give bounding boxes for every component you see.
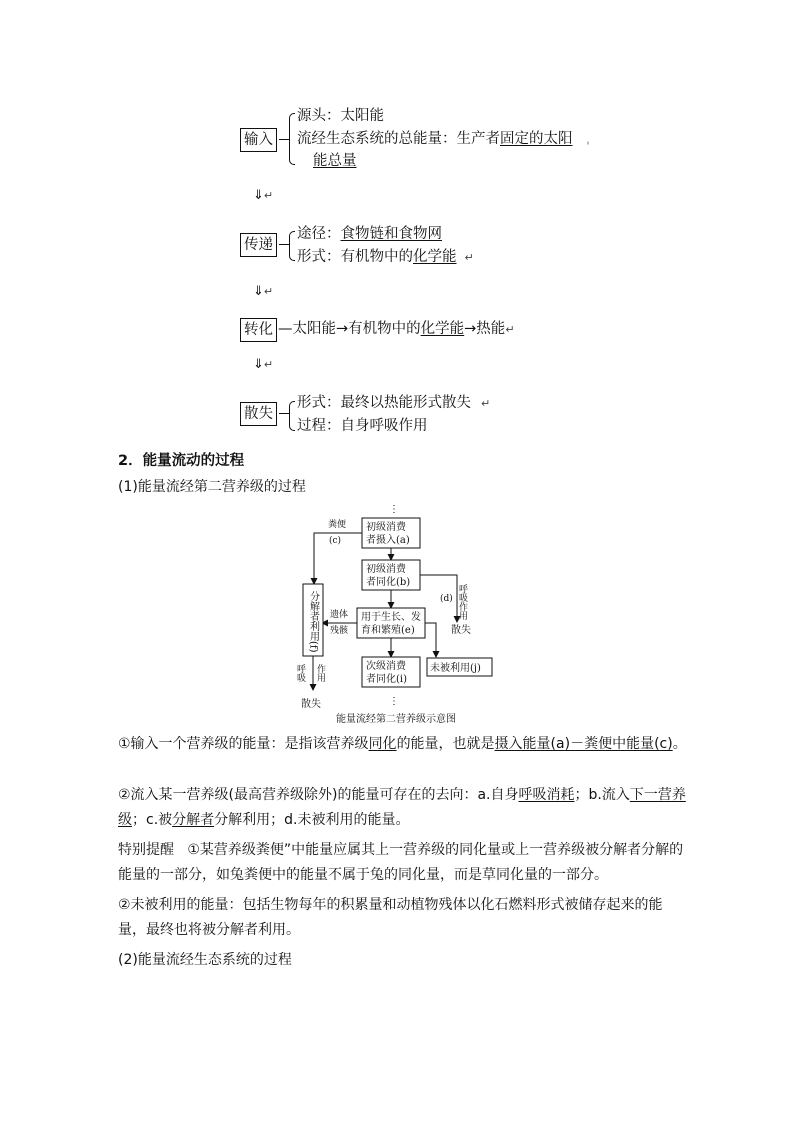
ellipsis-bottom: ⋮ — [389, 696, 399, 707]
subheading-1: (1)能量流经第二营养级的过程 — [118, 479, 306, 495]
tip-label: 特别提醒 — [118, 842, 174, 858]
next-label-2: 者同化(i) — [366, 674, 408, 685]
decomposer-label: 分解者利用(f) — [307, 591, 319, 653]
intake-label-1: 初级消费 — [366, 522, 406, 533]
brace — [289, 231, 295, 261]
remains-label-1: 遗体 — [330, 610, 349, 620]
input-total: 流经生态系统的总能量：生产者固定的太阳 ˌ — [297, 131, 590, 147]
input-box: 输入 — [240, 128, 277, 152]
feces-label-2: (c) — [329, 536, 342, 546]
input-source: 源头：太阳能 — [297, 108, 384, 124]
input-total-cont: 能总量 — [313, 153, 357, 169]
resp-d-label: (d) — [440, 594, 453, 604]
dissipate-process: 过程：自身呼吸作用 — [297, 418, 428, 434]
down-arrow: ⇓↵ — [253, 284, 274, 299]
down-arrow: ⇓↵ — [253, 357, 274, 372]
paragraph-1: ①输入一个营养级的能量：是指该营养级同化的能量，也就是摄入能量(a)－粪便中能量(c)。 — [118, 736, 687, 752]
down-arrow: ⇓↵ — [253, 188, 274, 203]
decomp-resp-a: 呼吸 — [295, 664, 305, 682]
dissipate-bottom: 散失 — [301, 699, 321, 710]
paragraph-2: ②流入某一营养级(最高营养级除外)的能量可存在的去向：a.自身呼吸消耗；b.流入下一营养级；c.被分解者分解利用；d.未被利用的能量。 — [118, 787, 686, 828]
dissipate-box: 散失 — [240, 402, 277, 426]
connector-line — [279, 244, 289, 245]
assim-label-1: 初级消费 — [366, 564, 406, 575]
dissipate-form: 形式：最终以热能形式散失 ↵ — [297, 395, 491, 411]
tip-1: ①某营养级粪便”中能量应属其上一营养级的同化量或上一营养级被分解者分解的能量的一部分，如兔粪便中的能量不属于兔的同化量，而是草同化量的一部分。 — [118, 842, 684, 883]
special-tip — [118, 838, 688, 888]
tip-2: ②未被利用的能量：包括生物每年的积累量和动植物残体以化石燃料形式被储存起来的能量，最终也将被分解者利用。 — [118, 897, 663, 938]
next-label-1: 次级消费 — [366, 661, 406, 672]
resp-label-v: 呼吸作用 — [457, 584, 467, 620]
feces-label-1: 粪便 — [328, 520, 347, 530]
assim-label-2: 者同化(b) — [366, 577, 411, 588]
dissipate-right-1: 散失 — [451, 625, 471, 636]
intake-label-2: 者摄入(a) — [366, 535, 410, 546]
connector-line — [279, 413, 289, 414]
transfer-path: 途径：食物链和食物网 — [297, 226, 442, 242]
convert-box: 转化 — [240, 318, 277, 342]
convert-text: —太阳能→有机物中的化学能→热能↵ — [278, 321, 515, 337]
transfer-box: 传递 — [240, 233, 277, 257]
subheading-2: (2)能量流经生态系统的过程 — [118, 952, 292, 968]
brace — [289, 113, 295, 165]
connector-line — [279, 139, 289, 140]
unused-label: 未被利用(j) — [430, 663, 481, 674]
ellipsis-top: ⋮ — [389, 504, 399, 515]
energy-flow-diagram — [0, 500, 794, 740]
brace — [289, 401, 295, 431]
growth-label-1: 用于生长、发 — [361, 612, 421, 623]
diagram-caption: 能量流经第二营养级示意图 — [336, 714, 456, 725]
section-heading: 2．能量流动的过程 — [118, 453, 245, 469]
remains-label-2: 残骸 — [330, 626, 349, 636]
growth-label-2: 育和繁殖(e) — [361, 625, 415, 636]
decomp-resp-b: 作用 — [315, 664, 325, 682]
transfer-form: 形式：有机物中的化学能 ↵ — [297, 249, 474, 265]
unused-arrow — [425, 623, 436, 657]
